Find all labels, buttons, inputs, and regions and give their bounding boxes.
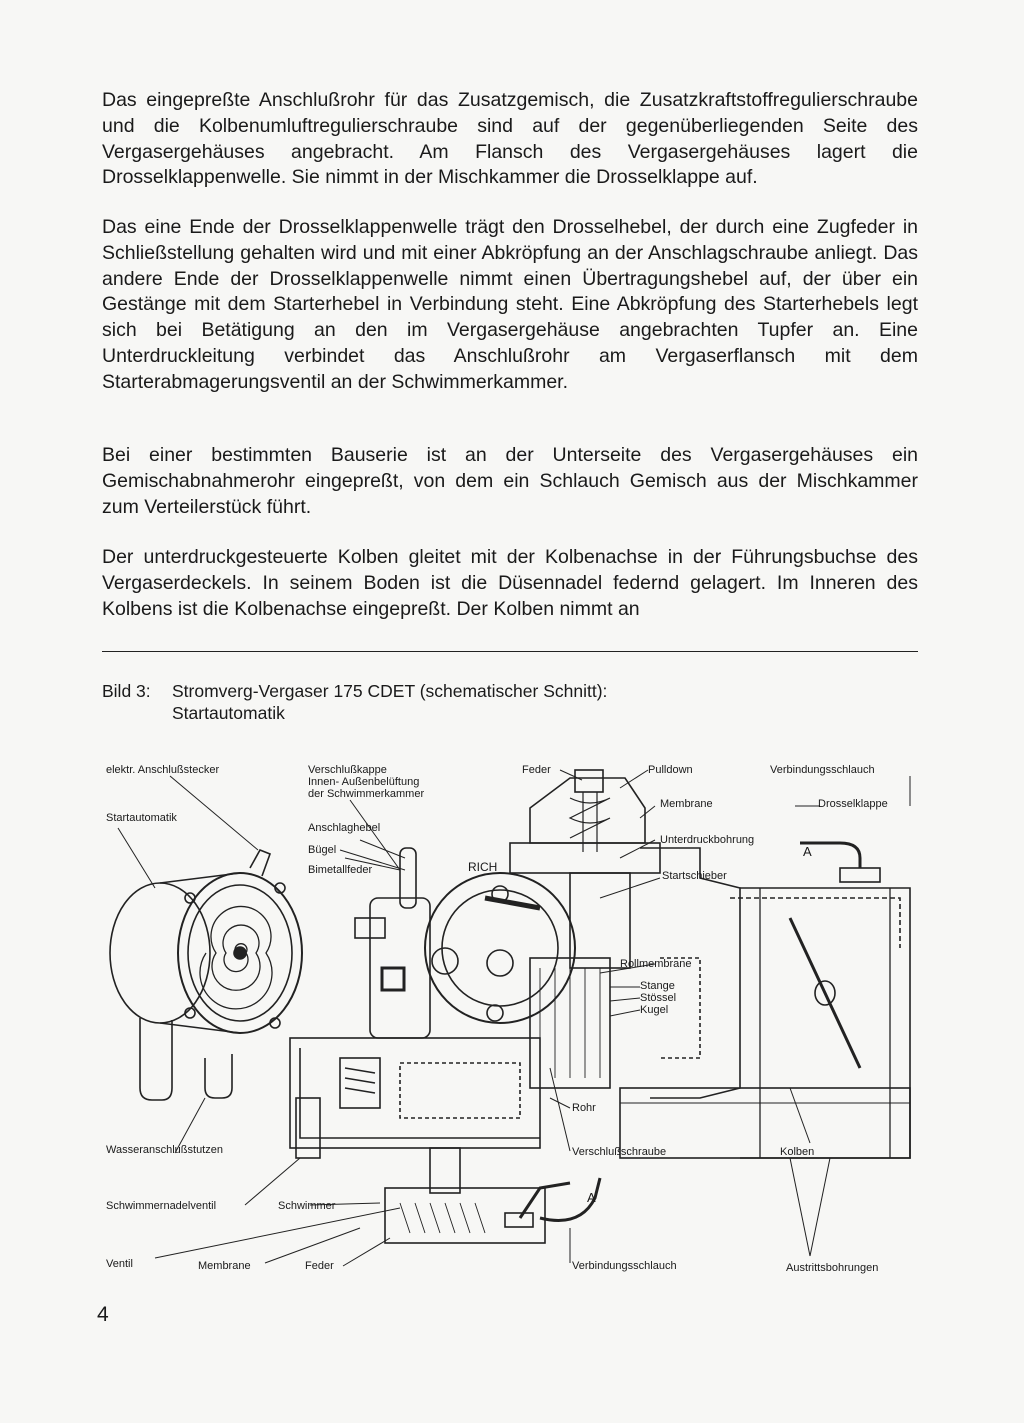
label-stoessel: Stössel <box>640 992 677 1004</box>
label-feder-top: Feder <box>522 764 551 776</box>
label-wasseranschlussstutzen: Wasseranschlußstutzen <box>106 1144 223 1156</box>
label-anschlaghebel: Anschlaghebel <box>308 822 381 834</box>
label-ventil: Ventil <box>106 1258 133 1270</box>
label-unterdruckbohrung: Unterdruckbohrung <box>660 834 755 846</box>
label-rich: RICH <box>468 860 498 874</box>
carburetor-diagram <box>100 758 920 1288</box>
label-verbindungsschlauch-top: Verbindungsschlauch <box>770 764 875 776</box>
label-elektr-anschlussstecker: elektr. Anschlußstecker <box>106 764 220 776</box>
label-feder-bottom: Feder <box>305 1260 334 1272</box>
paragraph-3: Bei einer bestimmten Bauserie ist an der Unterseite des Vergasergehäuses ein Gemischabnahmerohr eingepreßt, von dem ein Schlauch Gemisch aus der Mischkammer zum Verteilerstück führt. <box>102 444 918 518</box>
label-austrittsbohrungen: Austrittsbohrungen <box>786 1262 879 1274</box>
label-kolben: Kolben <box>780 1146 815 1158</box>
startautomatik-housing <box>110 850 302 1100</box>
pulldown-dome <box>510 770 660 968</box>
label-stange: Stange <box>640 980 675 992</box>
page-number: 4 <box>97 1303 109 1326</box>
label-rohr: Rohr <box>572 1102 596 1114</box>
label-kugel: Kugel <box>640 1004 669 1016</box>
diagram-drawing <box>100 758 920 1288</box>
label-innen-aussenbelueftung: Innen- Außenbelüftung <box>308 776 420 788</box>
bottom-hose <box>505 1178 600 1227</box>
label-verbindungsschlauch-bottom: Verbindungsschlauch <box>572 1260 677 1272</box>
label-buegel: Bügel <box>308 844 337 856</box>
paragraph-2: Das eine Ende der Drosselklappenwelle trägt den Drosselhebel, der durch eine Zugfeder in Schließstellung gehalten wird und mit einer Abkröpfung an der Anschlagschraube anliegt. Das andere Ende der Drosselklappenwelle nimmt einen Übertragungshebel auf, der über ein Gestänge mit dem Starterhebel in Verbindung steht. Eine Abkröpfung des Starterhebels legt sich bei Betätigung an den im Vergasergehäuse angebrachten Tupfer an. Eine Unterdruckleitung verbindet das Anschlußrohr am Vergaserflansch mit dem Starterabmagerungsventil an der Schwimmerkammer. <box>102 216 918 393</box>
caption-title: Stromverg-Vergaser 175 CDET (schematischer Schnitt): <box>172 681 608 701</box>
label-a-top: A <box>803 844 812 859</box>
label-startautomatik: Startautomatik <box>106 812 177 824</box>
label-pulldown: Pulldown <box>648 764 693 776</box>
label-verschlussschraube: Verschlußschraube <box>572 1146 667 1158</box>
label-membrane-bottom: Membrane <box>198 1260 251 1272</box>
caption-subtitle: Startautomatik <box>172 703 285 723</box>
label-rollmembrane: Rollmembrane <box>620 958 692 970</box>
label-bimetallfeder: Bimetallfeder <box>308 864 373 876</box>
paragraph-1: Das eingepreßte Anschlußrohr für das Zusatzgemisch, die Zusatzkraftstoffregulierschraube und die Kolbenumluftregulierschraube sind auf der gegenüberliegenden Seite des Vergasergehäuses angebracht. Am Flansch des Vergasergehäuses lagert die Drosselklappenwelle. Sie nimmt in der Mischkammer die Drosselklappe auf. <box>102 89 918 189</box>
figure-caption <box>102 680 607 724</box>
label-verschlusskappe: Verschlußkappe <box>308 764 387 776</box>
label-membrane-top: Membrane <box>660 798 713 810</box>
label-schwimmer: Schwimmer <box>278 1200 336 1212</box>
paragraph-4: Der unterdruckgesteuerte Kolben gleitet mit der Kolbenachse in der Führungsbuchse des Vergaserdeckels. In seinem Boden ist die Düsennadel federnd gelagert. Im Inneren des Kolbens ist die Kolbenachse eingepreßt. Der Kolben nimmt an <box>102 546 918 620</box>
label-a-bottom: A <box>587 1190 596 1205</box>
leader-lines <box>118 770 910 1266</box>
divider-rule <box>102 651 918 652</box>
label-startschieber: Startschieber <box>662 870 727 882</box>
label-drosselklappe: Drosselklappe <box>818 798 888 810</box>
caption-number: Bild 3: <box>102 681 151 701</box>
label-der-schwimmerkammer: der Schwimmerkammer <box>308 788 425 800</box>
label-schwimmernadelventil: Schwimmernadelventil <box>106 1200 217 1212</box>
